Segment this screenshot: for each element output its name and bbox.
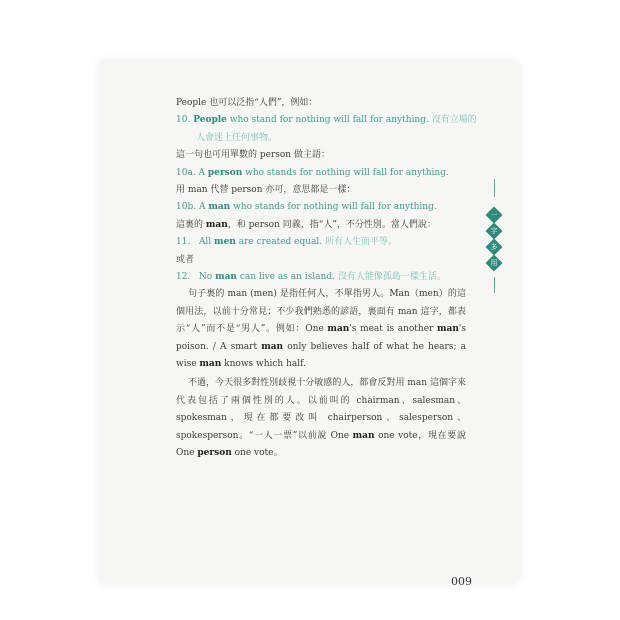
example-11 [176,234,466,251]
keyword: person [197,447,232,458]
keyword: man [199,358,222,369]
example-text: No [198,271,216,282]
example-text: All [198,237,215,248]
text: knows which half. [221,358,306,369]
line-singular: 這一句也可用單數的 person 做主語： [176,150,330,161]
keyword: man [215,271,237,282]
example-text: A [195,167,208,178]
keyword: man [437,324,459,335]
or-line: 或者 [176,254,195,265]
example-number: 10. [176,115,191,126]
paragraph-2 [176,375,466,462]
text: 's meat is another [349,324,437,335]
text: 句子裏的 man (men) 是指任何人，不單指男人。Man（men）的這個用法，以前十分常見；不少我們熟悉的諺語，裏面有 man 這字，都表示“人”而不是“男人”。例如：One [176,289,466,335]
page-number: 009 [451,575,472,588]
example-10b [176,199,466,216]
keyword: People [193,115,227,126]
side-diamond: 一 [486,207,503,224]
page-body [176,95,477,462]
example-number: 10a. [176,167,196,178]
text: 's poison. / A smart [176,324,466,352]
line-replace: 用 man 代替 person 亦可，意思都是一樣： [176,184,356,195]
text: 這裏的 [176,219,206,230]
translation: 所有人生而平等。 [325,237,398,248]
keyword: men [214,237,236,248]
example-10a [176,165,466,182]
example-number: 12. [176,271,191,282]
keyword: man [208,202,231,213]
example-text: can live as an island. [236,271,338,282]
line-meaning [176,217,466,234]
example-12 [176,269,466,286]
example-number: 11. [176,237,191,248]
side-diamond: 多 [486,239,503,256]
example-text: who stands for nothing will fall for anything. [242,167,449,178]
text: only believes half of what he hears; a wise [176,341,466,369]
example-10 [176,112,477,129]
example-text: A [196,202,209,213]
side-diamond: 用 [486,255,503,272]
side-line-top [494,179,495,197]
example-text: are created equal. [235,237,326,248]
keyword: person [207,167,243,178]
text: one vote，現在要說 One [176,430,466,458]
text: 不過，今天很多對性別歧視十分敏感的人，都會反對用 man 這個字來代表包括了兩個性別的人。以前叫的 chairman、salesman、spokesman，現在都要改叫 chairperson、salesperson、spokesperson。“一人一票”以前說 One [176,378,466,441]
keyword: man [352,430,375,441]
keyword: man [327,324,350,335]
example-number: 10b. [176,202,197,213]
side-line-bottom [494,277,495,293]
translation-cont: 人會迷上任何事物。 [196,132,278,143]
text: one vote。 [231,447,283,458]
text: ，和 person 同義，指“人”，不分性別。當人們說： [227,219,436,230]
paragraph-1 [176,286,466,373]
example-text: who stands for nothing will fall for anything. [230,202,437,213]
translation: 沒有人能像孤島一樣生活。 [337,271,446,282]
keyword: man [261,341,284,352]
example-text: who stand for nothing will fall for anything. [226,115,432,126]
intro-line: People 也可以泛指“人們”，例如： [176,98,318,108]
keyword: man [205,219,228,230]
translation: 沒有立場的 [431,115,477,126]
side-diamond: 字 [486,223,503,240]
